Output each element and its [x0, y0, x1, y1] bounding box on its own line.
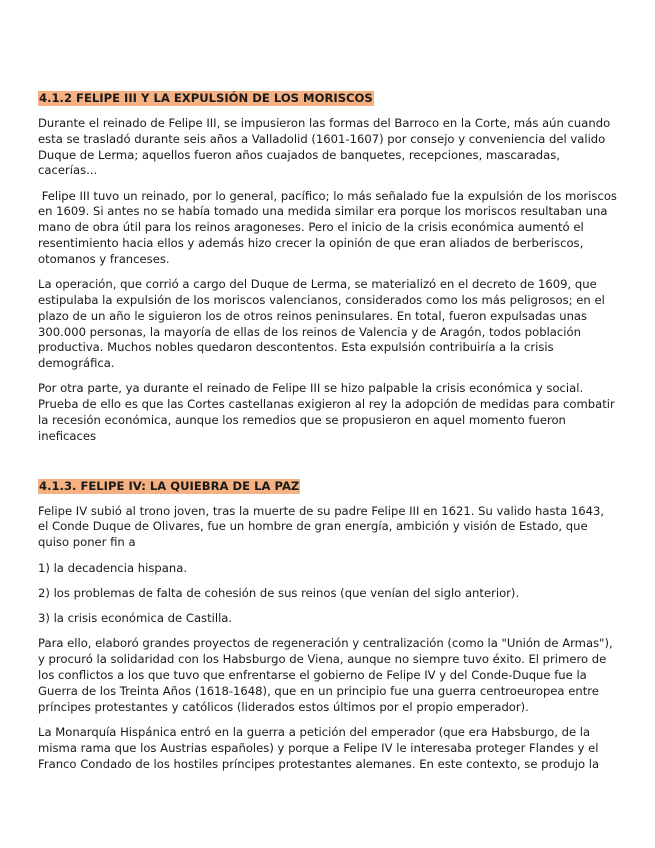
- list-item: 3) la crisis económica de Castilla.: [38, 611, 233, 626]
- paragraph: Para ello, elaboró grandes proyectos de regeneración y centralización (como la "Unión de Armas"), y procuró la solidaridad con los Habsburgo de Viena, aunque no siempre tuvo éxito. El primero de los conflictos a los que tuvo que enfrentarse el gobierno de Felipe IV y del Conde-Duque fue la Guerra de los Treinta Años (1618-1648), que en un principio fue una guerra centroeuropea entre príncipes protestantes y católicos (liderados estos últimos por el propio emperador).: [38, 636, 613, 714]
- paragraph: La operación, que corrió a cargo del Duque de Lerma, se materializó en el decreto de 1609, que estipulaba la expulsión de los moriscos valencianos, considerados como los más peligrosos; en el plazo de un año le siguieron los de otros reinos peninsulares. En total, fueron expulsadas unas 300.000 personas, la mayoría de ellas de los reinos de Valencia y de Aragón, todos población productiva. Muchos nobles quedaron descontentos. Esta expulsión contribuiría a la crisis demográfica.: [38, 277, 605, 371]
- document-page: [38, 91, 621, 782]
- section-heading: 4.1.3. FELIPE IV: LA QUIEBRA DE LA PAZ: [39, 478, 300, 493]
- section-felipe-iv: [38, 479, 618, 773]
- paragraph: Durante el reinado de Felipe III, se impusieron las formas del Barroco en la Corte, más aún cuando esta se trasladó durante seis años a Valladolid (1601-1607) por consejo y conveniencia del valido Duque de Lerma; aquellos fueron años cuajados de banquetes, recepciones, mascaradas, cacerías...: [38, 116, 611, 178]
- section-felipe-iii: [38, 91, 621, 445]
- section-heading: 4.1.2 FELIPE III Y LA EXPULSIÓN DE LOS MORISCOS: [39, 91, 373, 105]
- paragraph: Felipe IV subió al trono joven, tras la muerte de su padre Felipe III en 1621. Su valido hasta 1643, el Conde Duque de Olivares, fue un hombre de gran energía, ambición y visión de Estado, que quiso poner fin a: [38, 503, 605, 550]
- list-item: 2) los problemas de falta de cohesión de sus reinos (que venían del siglo anterior).: [38, 585, 520, 600]
- paragraph: La Monarquía Hispánica entró en la guerra a petición del emperador (que era Habsburgo, de la misma rama que los Austrias españoles) y porque a Felipe IV le interesaba proteger Flandes y el Franco Condado de los hostiles príncipes protestantes alemanes. En este contexto, se produjo la: [38, 724, 600, 771]
- paragraph: Felipe III tuvo un reinado, por lo general, pacífico; lo más señalado fue la expulsión de los moriscos en 1609. Si antes no se había tomado una medida similar era porque los moriscos resultaban una mano de obra útil para los reinos aragoneses. Pero el inicio de la crisis económica aumentó el resentimiento hacia ellos y además hizo crecer la opinión de que eran aliados de berberiscos, otomanos y franceses.: [38, 188, 621, 266]
- list-item: 1) la decadencia hispana.: [38, 560, 188, 575]
- paragraph: Por otra parte, ya durante el reinado de Felipe III se hizo palpable la crisis económica y social. Prueba de ello es que las Cortes castellanas exigieron al rey la adopción de medidas para combatir la recesión económica, aunque los remedios que se propusieron en aquel momento fueron ineficaces: [38, 381, 615, 443]
